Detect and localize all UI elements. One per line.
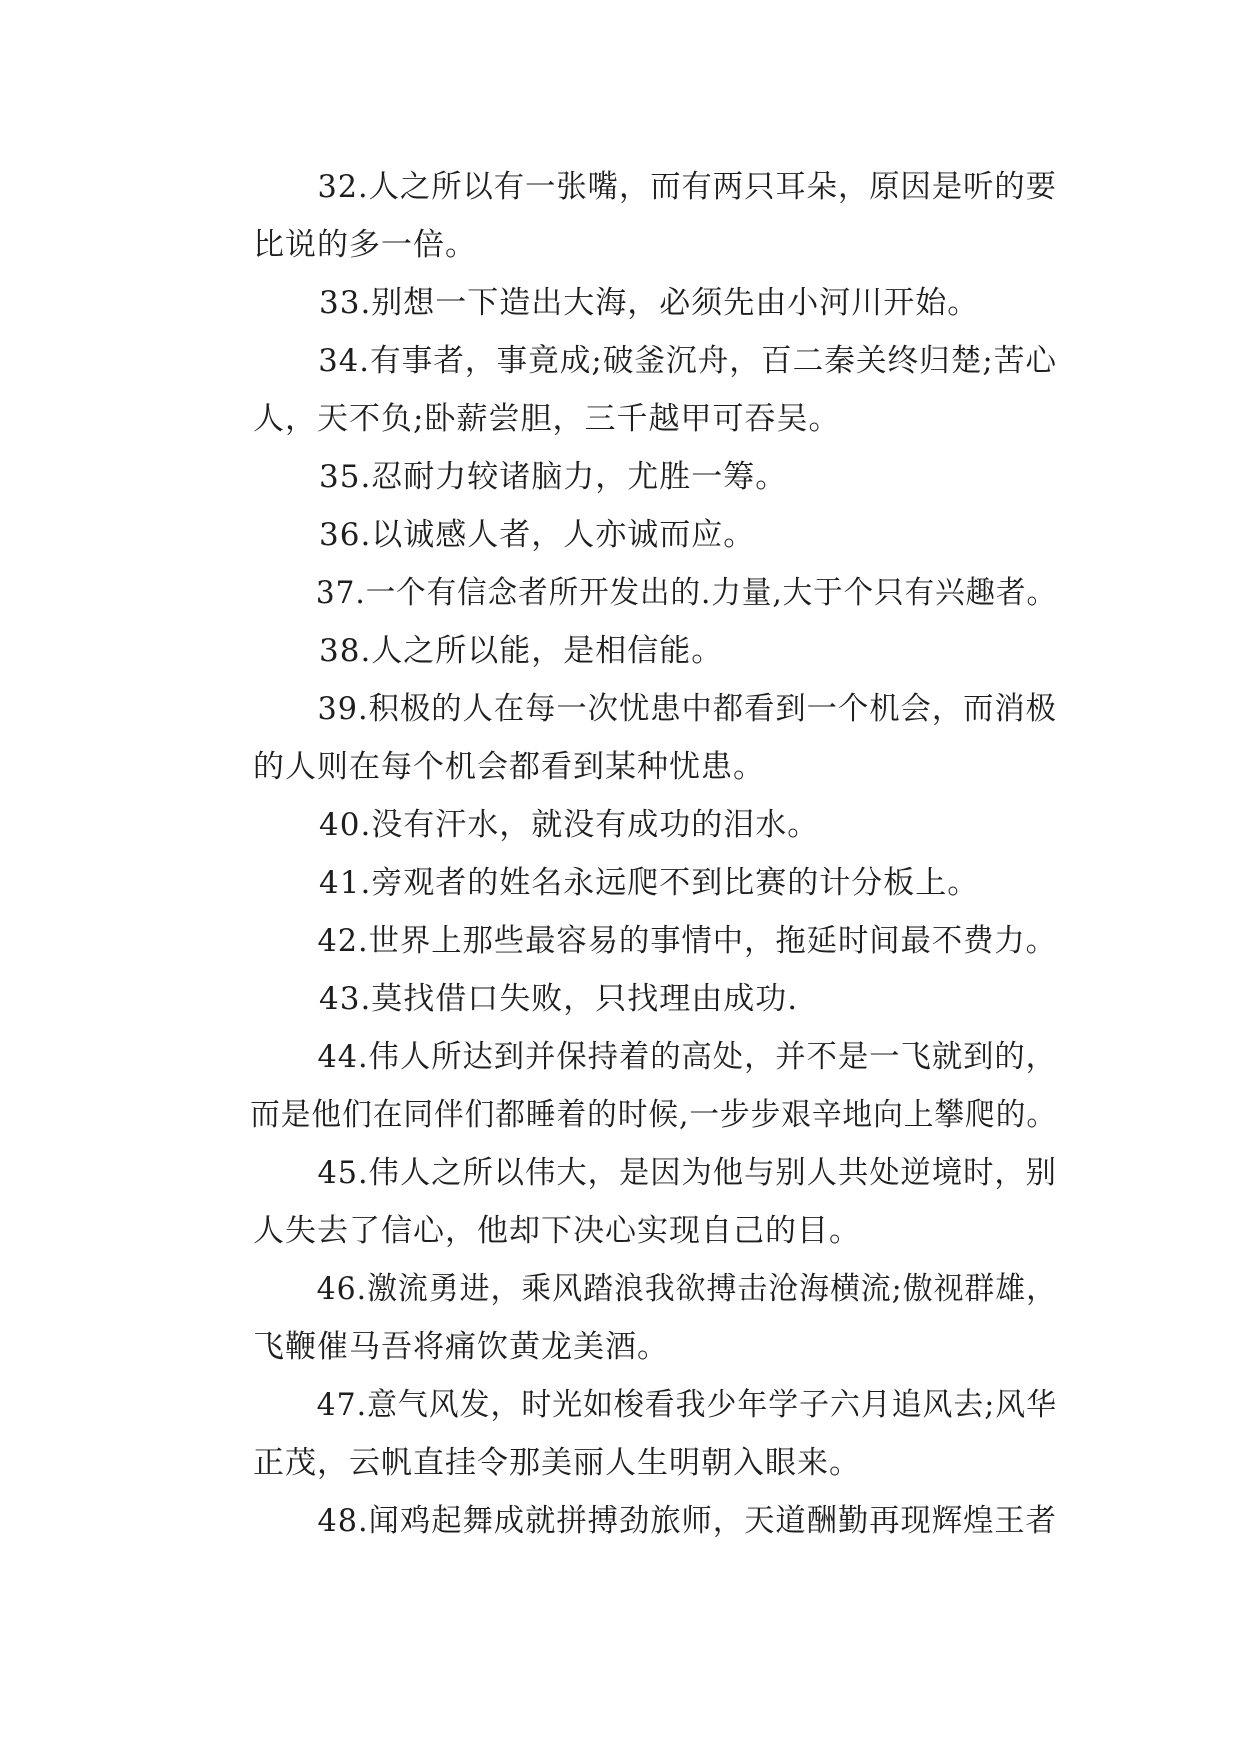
quote-line: 44.伟人所达到并保持着的高处，并不是一飞就到的， <box>317 1039 1057 1075</box>
quote-paragraph-38 <box>187 622 1057 680</box>
quote-line: 33.别想一下造出大海，必须先由小河川开始。 <box>319 285 980 321</box>
quote-paragraph-47 <box>187 1376 1057 1492</box>
quote-line: 46.激流勇进，乘风踏浪我欲搏击沧海横流;傲视群雄， <box>316 1271 1057 1307</box>
quote-line-continued: 人，天不负;卧薪尝胆，三千越甲可吞吴。 <box>253 401 841 437</box>
quote-line: 37.一个有信念者所开发出的.力量,大于个只有兴趣者。 <box>315 575 1058 611</box>
quote-line: 38.人之所以能，是相信能。 <box>319 633 724 669</box>
quote-line-continued: 比说的多一倍。 <box>253 227 477 263</box>
quote-line-continued: 人失去了信心，他却下决心实现自己的目。 <box>253 1213 861 1249</box>
quote-line: 35.忍耐力较诸脑力，尤胜一筹。 <box>319 459 788 495</box>
quote-paragraph-34 <box>187 332 1057 448</box>
quote-line-continued: 正茂，云帆直挂令那美丽人生明朝入眼来。 <box>253 1445 861 1481</box>
quote-paragraph-45 <box>187 1144 1057 1260</box>
quote-line: 47.意气风发，时光如梭看我少年学子六月追风去;风华 <box>316 1387 1057 1423</box>
quote-paragraph-42 <box>187 912 1057 970</box>
quote-line-continued: 而是他们在同伴们都睡着的时候,一步步艰辛地向上攀爬的。 <box>250 1097 1057 1133</box>
quote-paragraph-32 <box>187 158 1057 274</box>
quote-paragraph-35 <box>187 448 1057 506</box>
quote-line: 36.以诚感人者，人亦诚而应。 <box>319 517 756 553</box>
quote-paragraph-40 <box>187 796 1057 854</box>
quote-line: 43.莫找借口失败，只找理由成功. <box>319 981 799 1017</box>
quote-line: 32.人之所以有一张嘴，而有两只耳朵，原因是听的要 <box>317 169 1057 205</box>
quote-paragraph-36 <box>187 506 1057 564</box>
quote-paragraph-44 <box>187 1028 1057 1144</box>
quote-paragraph-39 <box>187 680 1057 796</box>
quote-line-continued: 飞鞭催马吾将痛饮黄龙美酒。 <box>253 1329 669 1365</box>
quote-line: 39.积极的人在每一次忧患中都看到一个机会，而消极 <box>317 691 1057 727</box>
quote-paragraph-43 <box>187 970 1057 1028</box>
quote-paragraph-48 <box>187 1492 1057 1550</box>
quote-line: 42.世界上那些最容易的事情中，拖延时间最不费力。 <box>317 923 1057 959</box>
quote-line: 41.旁观者的姓名永远爬不到比赛的计分板上。 <box>319 865 980 901</box>
quote-line: 34.有事者，事竟成;破釜沉舟，百二秦关终归楚;苦心 <box>318 343 1057 379</box>
quote-paragraph-37 <box>187 564 1057 622</box>
quote-paragraph-41 <box>187 854 1057 912</box>
quote-line: 48.闻鸡起舞成就拼搏劲旅师，天道酬勤再现辉煌王者 <box>317 1503 1057 1539</box>
document-body <box>187 158 1057 1550</box>
quote-line: 45.伟人之所以伟大，是因为他与别人共处逆境时，别 <box>317 1155 1057 1191</box>
quote-line: 40.没有汗水，就没有成功的泪水。 <box>319 807 820 843</box>
quote-line-continued: 的人则在每个机会都看到某种忧患。 <box>253 749 765 785</box>
quote-paragraph-33 <box>187 274 1057 332</box>
quote-paragraph-46 <box>187 1260 1057 1376</box>
